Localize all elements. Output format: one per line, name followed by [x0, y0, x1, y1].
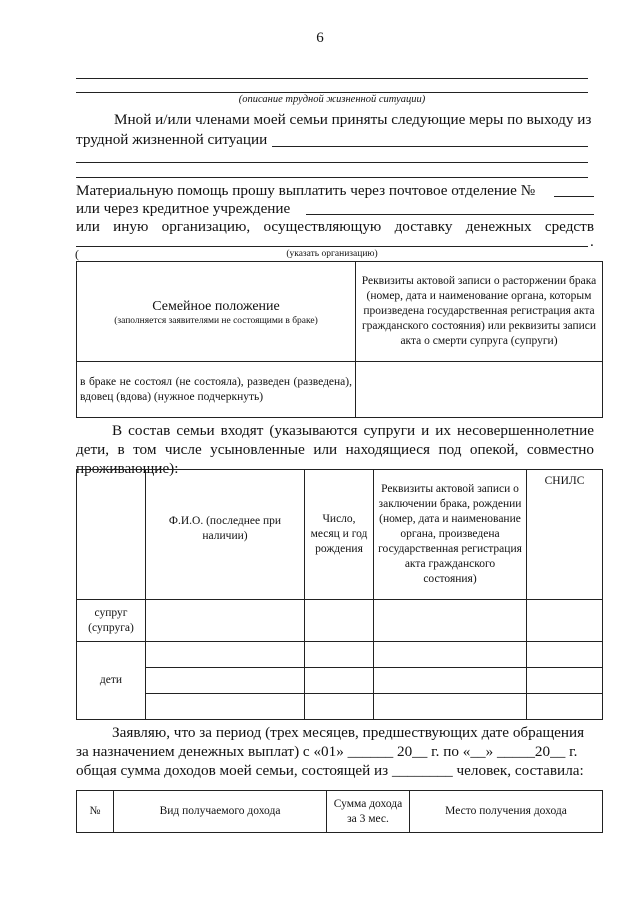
child-snils-cell[interactable]: [527, 668, 603, 694]
birth-date-header: Число, месяц и год рождения: [305, 470, 374, 600]
income-intro-line-2: за назначением денежных выплат) с «01» ______ 20__ г. по «__» _____20__ г.: [76, 743, 578, 760]
child-fio-cell[interactable]: [146, 694, 305, 720]
income-table: [76, 790, 603, 833]
divorce-record-value[interactable]: [356, 362, 603, 418]
blank-line: [76, 177, 588, 178]
fio-header: Ф.И.О. (последнее при наличии): [146, 470, 305, 600]
children-row-label: дети: [77, 642, 146, 720]
organization-caption: (указать организацию): [286, 249, 378, 259]
spouse-fio-cell[interactable]: [146, 600, 305, 642]
income-intro-line-1: Заявляю, что за период (трех месяцев, предшествующих дате обращения: [112, 724, 585, 741]
blank-line: [272, 146, 588, 147]
org-open-paren: (: [75, 247, 79, 261]
snils-header: СНИЛС: [527, 470, 603, 600]
measures-line-1: Мной и/или членами моей семьи приняты следующие меры по выходу из: [114, 111, 592, 128]
child-snils-cell[interactable]: [527, 642, 603, 668]
payment-line-2: или через кредитное учреждение: [76, 200, 291, 217]
child-birth-cell[interactable]: [305, 668, 374, 694]
marital-status-options[interactable]: в браке не состоял (не состояла), разведен (разведена), вдовец (вдова) (нужное подчеркнуть): [77, 362, 356, 418]
blank-line: [76, 92, 588, 93]
child-record-cell[interactable]: [374, 668, 527, 694]
family-header-empty: [77, 470, 146, 600]
payment-line-3-end: .: [590, 233, 594, 250]
child-birth-cell[interactable]: [305, 694, 374, 720]
blank-line: [76, 162, 588, 163]
spouse-birth-cell[interactable]: [305, 600, 374, 642]
income-amount-header: Сумма дохода за 3 мес.: [327, 791, 410, 833]
organization-field[interactable]: [76, 246, 588, 247]
blank-line: [76, 78, 588, 79]
page-number: 6: [316, 30, 324, 46]
child-birth-cell[interactable]: [305, 642, 374, 668]
marital-header-note: (заполняется заявителями не состоящими в браке): [114, 315, 318, 326]
spouse-snils-cell[interactable]: [527, 600, 603, 642]
income-place-header: Место получения дохода: [410, 791, 603, 833]
divorce-record-header: Реквизиты актовой записи о расторжении брака (номер, дата и наименование органа, которым произведена государственная регистрация акта гражданского состояния) или реквизиты записи акта о смерти супруга (супруги): [356, 262, 603, 362]
situation-caption: (описание трудной жизненной ситуации): [238, 94, 426, 105]
income-type-header: Вид получаемого дохода: [114, 791, 327, 833]
income-number-header: №: [77, 791, 114, 833]
marital-header-cell: [77, 262, 356, 362]
credit-institution-field[interactable]: [306, 214, 594, 215]
child-record-cell[interactable]: [374, 642, 527, 668]
child-record-cell[interactable]: [374, 694, 527, 720]
spouse-row-label: супруг (супруга): [77, 600, 146, 642]
income-intro-line-3: общая сумма доходов моей семьи, состоящей из ________ человек, составила:: [76, 762, 584, 779]
payment-line-1: Материальную помощь прошу выплатить через почтовое отделение №: [76, 182, 536, 199]
marital-status-table: [76, 261, 603, 418]
spouse-record-cell[interactable]: [374, 600, 527, 642]
family-members-table: [76, 469, 603, 720]
payment-line-3: или иную организацию, осуществляющую доставку денежных средств: [76, 218, 594, 235]
family-intro: В состав семьи входят (указываются супруги и их несовершеннолетние дети, в том числе усыновленные или находящиеся под опекой, совместно проживающие):: [76, 422, 594, 477]
child-snils-cell[interactable]: [527, 694, 603, 720]
marital-header-title: Семейное положение: [152, 298, 280, 314]
child-fio-cell[interactable]: [146, 642, 305, 668]
post-office-number-field[interactable]: [554, 196, 594, 197]
marriage-record-header: Реквизиты актовой записи о заключении брака, рождении (номер, дата и наименование органа, произведена государственная регистрация акта гражданского состояния): [374, 470, 527, 600]
measures-line-2: трудной жизненной ситуации: [76, 131, 268, 148]
child-fio-cell[interactable]: [146, 668, 305, 694]
